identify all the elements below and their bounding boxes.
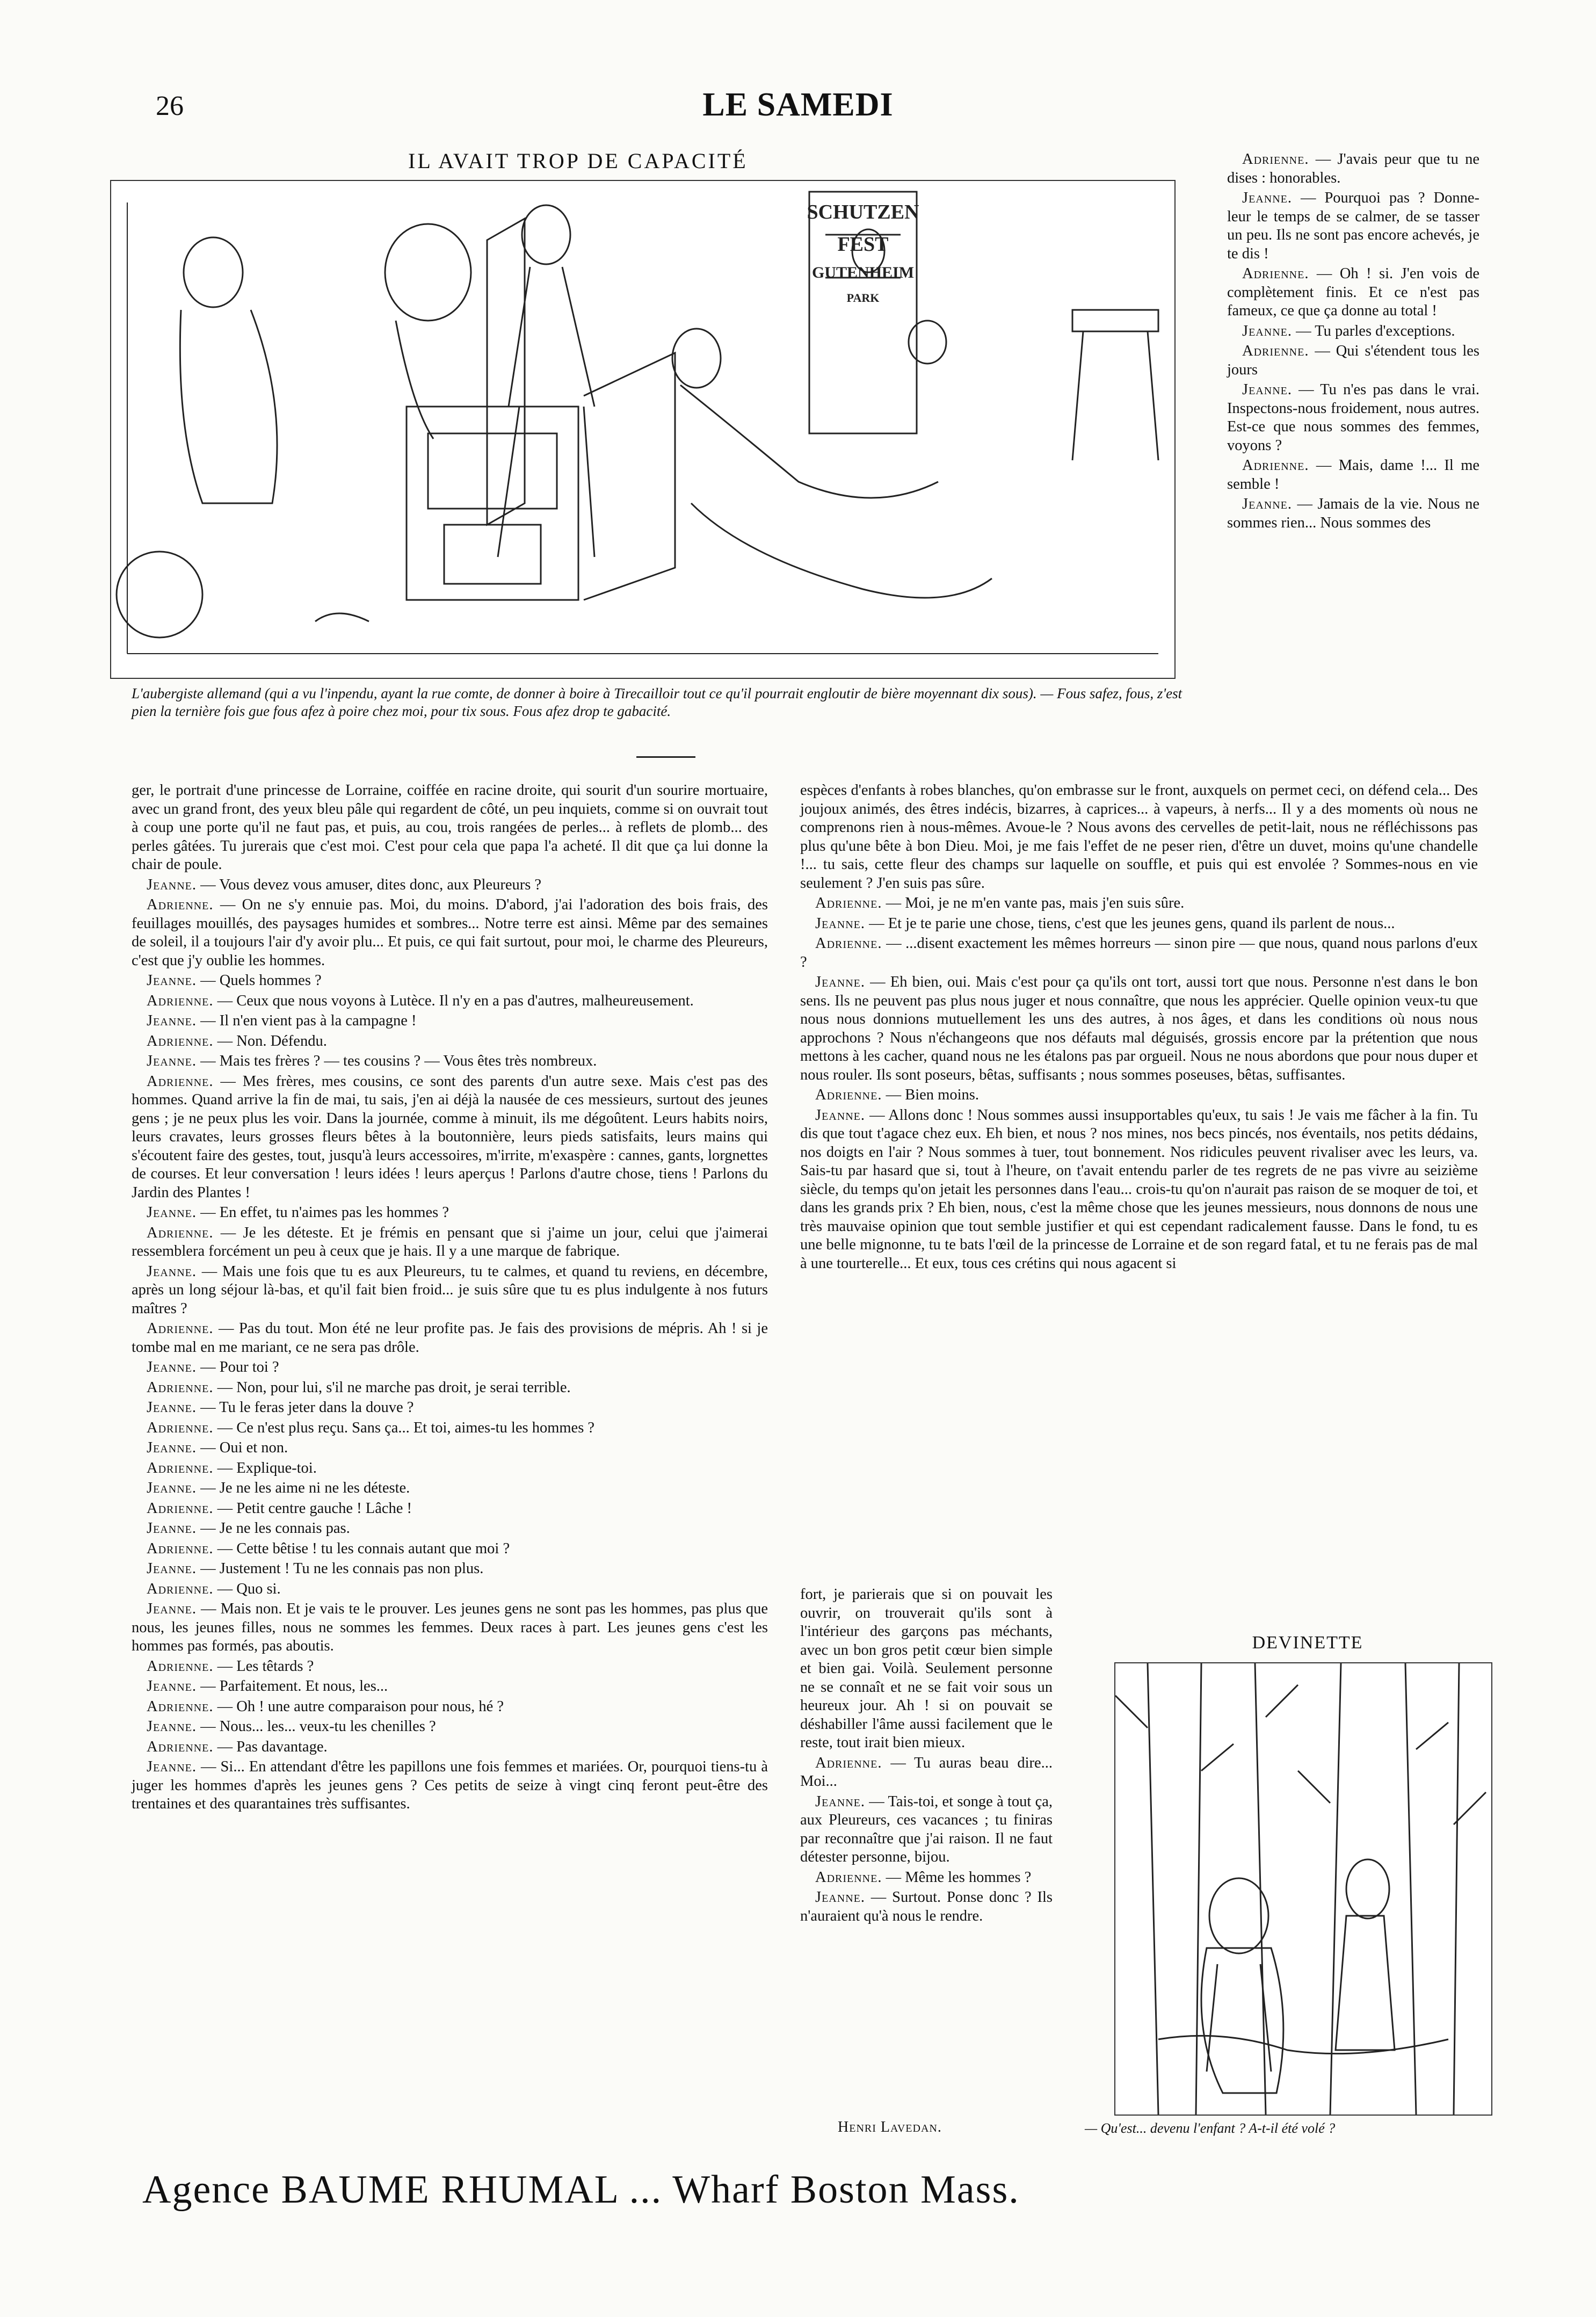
speaker: Adrienne. — [147, 1419, 214, 1436]
dialogue-line — [132, 1600, 768, 1656]
speaker: Adrienne. — [147, 1580, 214, 1597]
speaker: Adrienne. — [815, 895, 882, 911]
dialogue-text: — En effet, tu n'aimes pas les hommes ? — [200, 1204, 449, 1221]
dialogue-line — [800, 781, 1478, 893]
dialogue-line — [132, 1263, 768, 1319]
dialogue-text: — Moi, je ne m'en vante pas, mais j'en suis sûre. — [886, 895, 1185, 911]
dialogue-line — [132, 1224, 768, 1261]
dialogue-text: — Ce n'est plus reçu. Sans ça... Et toi, aimes-tu les hommes ? — [217, 1419, 595, 1436]
middle-narrow-column — [800, 1585, 1053, 1927]
dialogue-text: — Je ne les aime ni ne les déteste. — [200, 1480, 410, 1496]
dialogue-line — [132, 1758, 768, 1814]
speaker: Adrienne. — [1242, 151, 1309, 168]
devinette-illustration — [1114, 1662, 1492, 2116]
dialogue-line — [132, 1320, 768, 1357]
dialogue-text: — Mais non. Et je vais te le prouver. Les jeunes gens ne sont pas les hommes, pas plus que nous, les jeunes filles, nous ne sommes les femmes. Deux races à part. Les jeunes gens c'est les hommes pas formés, pas aboutis. — [132, 1601, 768, 1654]
advertisement-banner: Agence BAUME RHUMAL ... Wharf Boston Mass. — [142, 2168, 1020, 2212]
speaker: Adrienne. — [147, 1540, 214, 1557]
dialogue-text: — Bien moins. — [886, 1087, 979, 1103]
right-top-column — [1227, 150, 1479, 534]
speaker: Adrienne. — [815, 1869, 882, 1886]
dialogue-line — [800, 1888, 1053, 1925]
dialogue-text: — ...disent exactement les mêmes horreurs — sinon pire — que nous, quand nous parlons d'eux ? — [800, 935, 1478, 971]
dialogue-text: — Quo si. — [217, 1580, 281, 1597]
dialogue-text: — Explique-toi. — [217, 1459, 317, 1476]
dialogue-line — [132, 1540, 768, 1559]
dialogue-line — [132, 896, 768, 970]
dialogue-line — [1227, 150, 1479, 187]
dialogue-line — [1227, 342, 1479, 379]
dialogue-line — [800, 894, 1478, 913]
speaker: Jeanne. — [147, 1758, 197, 1775]
dialogue-text: — Tu n'es pas dans le vrai. Inspectons-nous froidement, nous autres. Est-ce que nous sommes des femmes, voyons ? — [1227, 381, 1479, 454]
dialogue-text: — J'avais peur que tu ne dises : honorables. — [1227, 151, 1479, 186]
dialogue-text: — Ceux que nous voyons à Lutèce. Il n'y en a pas d'autres, malheureusement. — [217, 992, 694, 1009]
dialogue-text: — Quels hommes ? — [200, 972, 322, 989]
dialogue-line — [1227, 322, 1479, 341]
dialogue-line — [800, 1793, 1053, 1867]
devinette-caption: — Qu'est... devenu l'enfant ? A-t-il été volé ? — [1085, 2120, 1336, 2136]
speaker: Jeanne. — [1242, 322, 1292, 339]
speaker: Adrienne. — [815, 1754, 882, 1771]
speaker: Adrienne. — [147, 1320, 214, 1337]
dialogue-line — [800, 1106, 1478, 1273]
speaker: Adrienne. — [147, 1032, 214, 1049]
speaker: Jeanne. — [147, 1204, 197, 1221]
dialogue-line — [800, 1754, 1053, 1791]
dialogue-text: — Les têtards ? — [217, 1657, 314, 1675]
dialogue-line — [1227, 189, 1479, 263]
dialogue-text: — Pas du tout. Mon été ne leur profite pas. Je fais des provisions de mépris. Ah ! si je tombe mal en me mariant, ce ne sera pas drôle. — [132, 1320, 768, 1356]
dialogue-text: — Mais, dame !... Il me semble ! — [1227, 457, 1480, 493]
speaker: Jeanne. — [147, 1560, 197, 1577]
caption-divider — [636, 756, 695, 758]
speaker: Adrienne. — [147, 992, 214, 1009]
dialogue-text: — Eh bien, oui. Mais c'est pour ça qu'ils ont tort, aussi tort que nous. Personne n'est dans le bon sens. Ils ne peuvent pas plus nous juger et nous connaître, que nous les apprécier. Quelle opinion veux-tu que nous nous donnions mutuellement les uns des autres, à nos âges, et dans les conditions où nous nous approchons ? Nous n'échangeons que nos défauts mal déguisés, grossis encore par la prétention que nous mettons à les cacher, quand nous ne les étalons pas par orgueil. Nous ne nous abordons que pour nous duper et nous rouler. Ils sont poseurs, bêtas, suffisants ; nous sommes poseuses, bêtas, suffisantes. — [800, 974, 1478, 1083]
author-signature: Henri Lavedan. — [838, 2119, 942, 2135]
sign-line: PARK — [846, 291, 880, 305]
dialogue-line — [132, 1439, 768, 1458]
dialogue-line — [132, 1738, 768, 1757]
dialogue-line — [132, 1358, 768, 1377]
speaker: Jeanne. — [815, 915, 865, 932]
dialogue-text: — Pourquoi pas ? Donne-leur le temps de se calmer, de se tasser un peu. Ils ne sont pas encore achevés, je te dis ! — [1227, 190, 1480, 262]
dialogue-line — [132, 1204, 768, 1222]
dialogue-line — [132, 1718, 768, 1736]
dialogue-line — [132, 1677, 768, 1696]
speaker: Jeanne. — [147, 1263, 197, 1280]
dialogue-text: — Je ne les connais pas. — [200, 1520, 350, 1537]
speaker: Adrienne. — [147, 1379, 214, 1396]
dialogue-line — [132, 992, 768, 1011]
dialogue-text: — Même les hommes ? — [886, 1869, 1032, 1886]
sign-line: FEST — [837, 233, 889, 256]
tavern-drawing — [111, 181, 1174, 678]
speaker: Jeanne. — [147, 1439, 197, 1456]
speaker: Jeanne. — [147, 1718, 197, 1735]
dialogue-text: — Nous... les... veux-tu les chenilles ? — [200, 1718, 436, 1735]
dialogue-text: — Mais une fois que tu es aux Pleureurs, tu te calmes, et quand tu reviens, en décembre, après un long séjour là-bas, et qu'il fait bien froid... je suis sûre que tu es plus indulgente à nos futurs maîtres ? — [132, 1263, 768, 1317]
speaker: Jeanne. — [147, 1053, 197, 1069]
sign-line: GUTENHEIM — [811, 264, 915, 281]
speaker: Jeanne. — [147, 876, 197, 893]
middle-text-column — [800, 781, 1478, 1275]
speaker: Jeanne. — [147, 1678, 197, 1695]
dialogue-line — [132, 1073, 768, 1203]
forest-puzzle-drawing — [1115, 1663, 1491, 2115]
dialogue-text: — Tu le feras jeter dans la douve ? — [200, 1399, 414, 1416]
dialogue-text: ger, le portrait d'une princesse de Lorraine, coiffée en racine droite, qui sourit d'un sourire mortuaire, avec un grand front, des yeux bleu pâle qui regardent de côté, un peu inquiets, comme si on ouvrait tout à coup une porte qu'il ne faut pas, et puis, au cou, trois rangées de perles... à reflets de plomb... des perles gâtées. Tu jurerais que c'est moi. C'est pour cela que papa l'a acheté. Il dit que ça lui donne la chair de poule. — [132, 782, 768, 873]
dialogue-text: — Jamais de la vie. Nous ne sommes rien... Nous sommes des — [1227, 496, 1479, 531]
speaker: Jeanne. — [147, 1601, 197, 1617]
dialogue-line — [800, 935, 1478, 972]
dialogue-line — [132, 876, 768, 895]
speaker: Jeanne. — [147, 1520, 197, 1537]
dialogue-line — [1227, 265, 1479, 321]
dialogue-line — [800, 973, 1478, 1084]
dialogue-text: — On ne s'y ennuie pas. Moi, du moins. D'abord, j'ai l'adoration des bois frais, des feuillages mouillés, des paysages humides et sombres... Notre terre est ainsi. Même par des semaines de soleil, il a toujours l'air d'y avoir plu... Et puis, ce qui fait surtout, pour moi, le charme des Pleureurs, c'est que j'y oublie les hommes. — [132, 896, 768, 969]
dialogue-text: — Et je te parie une chose, tiens, c'est que les jeunes gens, quand ils parlent de nous... — [869, 915, 1395, 932]
dialogue-text: — Parfaitement. Et nous, les... — [200, 1678, 388, 1695]
speaker: Jeanne. — [147, 1399, 197, 1416]
dialogue-line — [132, 1052, 768, 1071]
speaker: Adrienne. — [1242, 265, 1309, 282]
dialogue-text: — Oh ! une autre comparaison pour nous, hé ? — [217, 1698, 504, 1715]
dialogue-line — [132, 972, 768, 990]
dialogue-line — [132, 1012, 768, 1031]
dialogue-text: — Pour toi ? — [200, 1359, 279, 1375]
dialogue-line — [132, 1032, 768, 1051]
dialogue-line — [132, 1479, 768, 1498]
dialogue-line — [132, 1419, 768, 1438]
page-number: 26 — [156, 91, 184, 121]
speaker: Jeanne. — [815, 974, 865, 990]
dialogue-text: — Si... En attendant d'être les papillons une fois femmes et mariées. Or, pourquoi tiens-tu à juger les hommes d'après les jeunes gens ? Ces petits de seize à vingt cinq feront peut-être des trentaines et des quarantaines très suffisantes. — [132, 1758, 768, 1812]
dialogue-text: — Mes frères, mes cousins, ce sont des parents d'un autre sexe. Mais c'est pas des hommes. Quand arrive la fin de mai, tu sais, j'en ai déjà la nausée de ces messieurs, surtout des jeunes gens ; je ne peux plus les voir. Dans la journée, comme à minuit, ils me dégoûtent. Leurs habits noirs, leurs cravates, leurs grosses fleurs bêtes à la boutonnière, leurs pieds satisfaits, leurs mains qui s'écoutent faire des gestes, tout, jusqu'à leurs accessoires, m'irrite, m'exaspère : cannes, gants, lorgnettes de courses. Et leur conversation ! leurs idées ! leurs aperçus ! Parlons d'autre chose, tiens ! Parlons du Jardin des Plantes ! — [132, 1073, 768, 1201]
speaker: Adrienne. — [147, 1224, 214, 1241]
speaker: Adrienne. — [815, 935, 882, 952]
dialogue-text: — Surtout. Ponse donc ? Ils n'auraient qu'à nous le rendre. — [800, 1889, 1053, 1924]
dialogue-line — [1227, 495, 1479, 532]
dialogue-line — [132, 1500, 768, 1518]
dialogue-line — [1227, 457, 1479, 494]
dialogue-text: — Petit centre gauche ! Lâche ! — [217, 1500, 412, 1517]
dialogue-text: — Allons donc ! Nous sommes aussi insupportables qu'eux, tu sais ! Je vais me fâcher à la fin. Tu dis que tout t'agace chez eux. Eh bien, et nous ? nos mines, nos becs pincés, nos éventails, nos petits dédains, nos doigts en l'air ? Nous sommes à tuer, tout bonnement. Nos ridicules peuvent rivaliser avec les leurs, va. Sais-tu par hasard que si, tout à l'heure, on t'avait entendu parler de tes regrets de ne pas vivre au seizième siècle, du temps qu'on jetait les personnes dans l'eau... crois-tu qu'on n'aurait pas raison de se moquer de toi, et dans les grands prix ? Eh bien, nous, c'est la même chose que les jeunes messieurs, nous donnons de nous une très mauvaise opinion que tout semble justifier et qui est cependant radicalement fausse. Dans le fond, tu es une belle mignonne, tu te bats l'œil de la princesse de Lorraine et de son regard fatal, et tu ne ferais pas de mal à une tourterelle... Et eux, tous ces crétins qui nous agacent si — [800, 1106, 1478, 1272]
speaker: Jeanne. — [147, 972, 197, 989]
cartoon-title: IL AVAIT TROP DE CAPACITÉ — [408, 149, 748, 173]
dialogue-text: — Non, pour lui, s'il ne marche pas droit, je serai terrible. — [217, 1379, 571, 1396]
journal-title: LE SAMEDI — [702, 86, 894, 123]
speaker: Adrienne. — [1242, 343, 1309, 359]
dialogue-text: — Mais tes frères ? — tes cousins ? — Vous êtes très nombreux. — [200, 1053, 597, 1069]
sign-line: SCHUTZEN — [807, 201, 919, 223]
speaker: Adrienne. — [147, 1500, 214, 1517]
dialogue-line — [800, 915, 1478, 933]
dialogue-line — [132, 1657, 768, 1676]
dialogue-text: — Pas davantage. — [217, 1738, 328, 1755]
dialogue-text: — Tu parles d'exceptions. — [1296, 322, 1455, 339]
speaker: Jeanne. — [1242, 381, 1292, 398]
dialogue-line — [800, 1086, 1478, 1105]
tavern-cartoon-illustration — [110, 180, 1176, 679]
dialogue-line — [132, 1560, 768, 1579]
dialogue-line — [132, 1519, 768, 1538]
dialogue-line — [800, 1585, 1053, 1753]
dialogue-line — [132, 1459, 768, 1478]
dialogue-text: — Cette bêtise ! tu les connais autant que moi ? — [217, 1540, 510, 1557]
dialogue-line — [132, 1399, 768, 1417]
speaker: Jeanne. — [147, 1359, 197, 1375]
cartoon-caption: L'aubergiste allemand (qui a vu l'inpendu, ayant la rue comte, de donner à boire à Tirecailloir tout ce qu'il pourrait engloutir de bière moyennant dix sous). — Fous safez, fous, z'est pien la ternière fois gue fous afez à poire chez moi, pour tix sous. Fous afez drop te gabacité. — [132, 685, 1183, 719]
speaker: Jeanne. — [1242, 190, 1292, 206]
dialogue-text: — Oui et non. — [200, 1439, 288, 1456]
speaker: Adrienne. — [147, 1459, 214, 1476]
dialogue-text: — Je les déteste. Et je frémis en pensant que si j'aime un jour, celui que j'aimerai ressemblera forcément un peu à ceux que je hais. Il y a une marque de fabrique. — [132, 1224, 768, 1259]
dialogue-line — [132, 781, 768, 874]
dialogue-text: — Non. Défendu. — [217, 1032, 327, 1049]
dialogue-line — [1227, 381, 1479, 455]
dialogue-text: — Oh ! si. J'en vois de complètement finis. Et ce n'est pas fameux, ce que ça donne au total ! — [1227, 265, 1479, 319]
devinette-title: DEVINETTE — [1252, 1633, 1363, 1653]
speaker: Adrienne. — [815, 1087, 882, 1103]
speaker: Jeanne. — [815, 1106, 865, 1124]
left-text-column — [132, 781, 768, 1815]
dialogue-text: fort, je parierais que si on pouvait les ouvrir, on trouverait qu'ils sont à l'intérieur des garçons pas méchants, avec un bon gros petit cœur bien simple et bien gai. Voilà. Seulement personne ne se connaît et ne se fait voir sous un heureux jour. Ah ! si on pouvait se déshabiller l'âme aussi facilement que le reste, tout irait bien mieux. — [800, 1586, 1053, 1751]
speaker: Adrienne. — [147, 1657, 214, 1675]
dialogue-text: — Il n'en vient pas à la campagne ! — [200, 1012, 417, 1029]
dialogue-text: — Qui s'étendent tous les jours — [1227, 343, 1480, 378]
speaker: Adrienne. — [147, 1698, 214, 1715]
dialogue-text: — Tu auras beau dire... Moi... — [800, 1754, 1053, 1790]
dialogue-text: — Justement ! Tu ne les connais pas non plus. — [200, 1560, 484, 1577]
speaker: Jeanne. — [1242, 496, 1292, 512]
speaker: Jeanne. — [147, 1480, 197, 1496]
speaker: Adrienne. — [147, 1738, 214, 1755]
dialogue-line — [132, 1379, 768, 1398]
speaker: Jeanne. — [147, 1012, 197, 1029]
dialogue-text: — Tais-toi, et songe à tout ça, aux Pleureurs, ces vacances ; tu finiras par reconnaître que j'ai raison. Il ne faut détester personne, bijou. — [800, 1793, 1053, 1865]
dialogue-line — [132, 1698, 768, 1717]
speaker: Adrienne. — [147, 1073, 214, 1090]
dialogue-text: espèces d'enfants à robes blanches, qu'on embrasse sur le front, auxquels on permet ceci, on défend cela... Des joujoux animés, des êtres indécis, bizarres, à caprices... à vapeurs, à nerfs... Il y a des moments où nous ne comprenons rien à nous-mêmes. Avoue-le ? Nous avons des cervelles de petit-lait, nous ne réfléchissons pas plus qu'une bête à bon Dieu. Moi, je me fais l'effet de ne peser rien, d'être un duvet, moins qu'une chandelle !... tu sais, cette fleur des champs sur laquelle on souffle, et puis qui est envolée ? Sommes-nous en vie seulement ? J'en suis pas sûre. — [800, 782, 1478, 892]
speaker: Adrienne. — [147, 896, 214, 913]
speaker: Jeanne. — [815, 1793, 865, 1810]
speaker: Adrienne. — [1242, 457, 1309, 474]
dialogue-line — [800, 1869, 1053, 1887]
dialogue-text: — Vous devez vous amuser, dites donc, aux Pleureurs ? — [200, 876, 542, 893]
dialogue-line — [132, 1580, 768, 1599]
speaker: Jeanne. — [815, 1889, 865, 1906]
